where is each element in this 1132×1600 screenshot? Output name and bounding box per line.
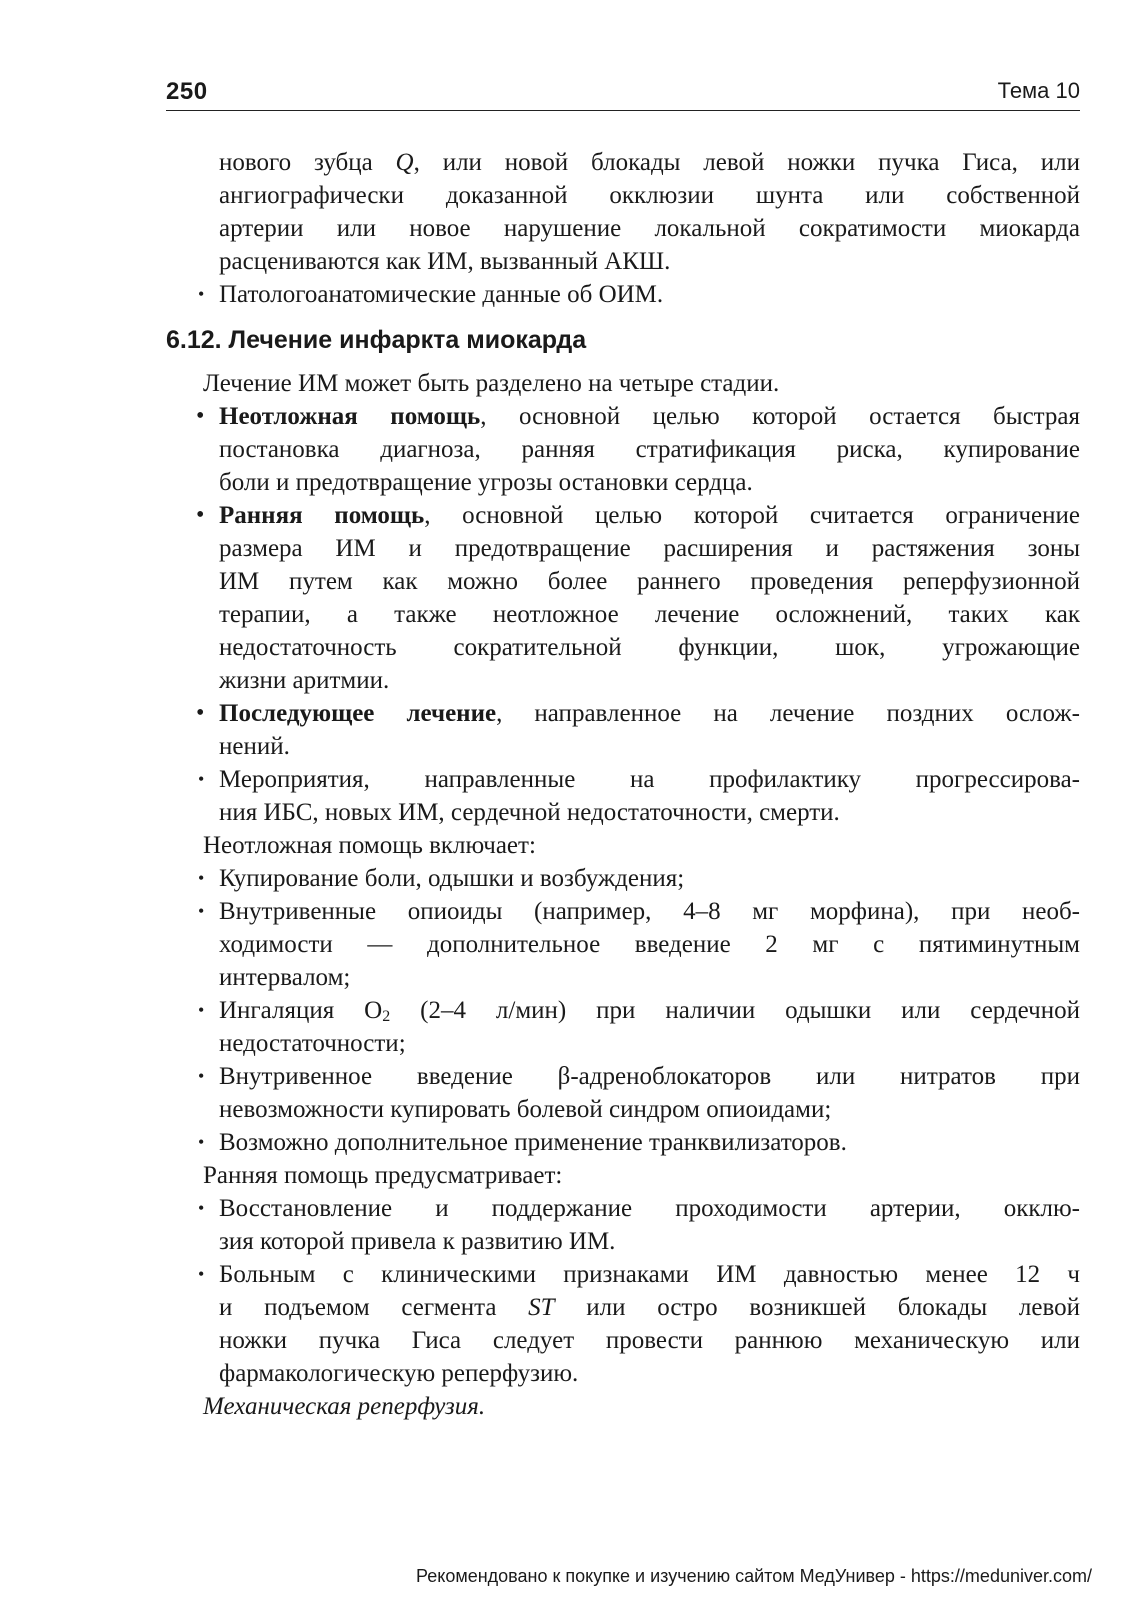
- bold-term: Ранняя помощь: [219, 502, 425, 529]
- bullet-icon: •: [198, 1132, 205, 1152]
- italic-symbol: Q: [395, 149, 414, 176]
- text-line: интервалом;: [219, 964, 351, 991]
- list-item: • Внутривенные опиоиды (например, 4–8 мг морфина), при необ-: [166, 895, 1080, 928]
- paragraph: Лечение ИМ может быть разделено на четыре стадии.: [203, 370, 780, 397]
- text-line: нений.: [219, 733, 290, 760]
- text-line: расцениваются как ИМ, вызванный АКШ.: [219, 248, 671, 275]
- bullet-icon: •: [198, 769, 205, 789]
- paragraph: Ранняя помощь предусматривает:: [203, 1162, 563, 1189]
- list-item: • Восстановление и поддержание проходимости артерии, окклю-: [166, 1192, 1080, 1225]
- bullet-icon: •: [196, 502, 205, 528]
- text-line: артерии или новое нарушение локальной сократимости миокарда: [219, 215, 1080, 242]
- text-line: терапии, а также неотложное лечение осложнений, таких как: [219, 601, 1080, 628]
- bold-term: Последующее лечение: [219, 700, 497, 727]
- text-line: фармакологическую реперфузию.: [219, 1360, 579, 1387]
- text-line: и подъемом сегмента ST или остро возникшей блокады левой: [219, 1294, 1080, 1321]
- text-line: размера ИМ и предотвращение расширения и растяжения зоны: [219, 535, 1080, 562]
- text-line: зия которой привела к развитию ИМ.: [219, 1228, 616, 1255]
- bullet-icon: •: [196, 403, 205, 429]
- list-item: • Возможно дополнительное применение транквилизаторов.: [166, 1126, 1080, 1159]
- list-item: • Патологоанатомические данные об ОИМ.: [166, 278, 1080, 311]
- text-line: ангиографически доказанной окклюзии шунта или собственной: [219, 182, 1080, 209]
- page-body: [166, 146, 1080, 1423]
- bullet-icon: •: [198, 868, 205, 888]
- list-item: • Ингаляция $O_2$ (2–4 л/мин) при наличии одышки или сердечной: [166, 994, 1080, 1027]
- bullet-icon: •: [196, 700, 205, 726]
- bullet-icon: •: [198, 284, 205, 304]
- italic-symbol: ST: [528, 1294, 555, 1321]
- text-line: нового зубца Q, или новой блокады левой ножки пучка Гиса, или: [219, 149, 1080, 176]
- bullet-icon: •: [198, 1066, 205, 1086]
- list-item: • Ранняя помощь, основной целью которой считается ограничение: [166, 499, 1080, 532]
- list-item: • Мероприятия, направленные на профилактику прогрессирова-: [166, 763, 1080, 796]
- list-item: • Последующее лечение, направленное на лечение поздних ослож-: [166, 697, 1080, 730]
- list-item: • Внутривенное введение β-адреноблокаторов или нитратов при: [166, 1060, 1080, 1093]
- bold-term: Неотложная помощь: [219, 403, 481, 430]
- section-heading: 6.12. Лечение инфаркта миокарда: [166, 326, 587, 354]
- text-line: недостаточность сократительной функции, шок, угрожающие: [219, 634, 1080, 661]
- subheading: Механическая реперфузия.: [203, 1393, 486, 1420]
- bullet-icon: •: [198, 1264, 205, 1284]
- text-line: постановка диагноза, ранняя стратификация риска, купирование: [219, 436, 1080, 463]
- running-title: Тема 10: [997, 78, 1080, 103]
- page-number: 250: [166, 78, 208, 105]
- text-line: ИМ путем как можно более раннего проведения реперфузионной: [219, 568, 1080, 595]
- list-item: • Больным с клиническими признаками ИМ давностью менее 12 ч: [166, 1258, 1080, 1291]
- footer-note: Рекомендовано к покупке и изучению сайтом МедУнивер - https://meduniver.com/: [416, 1566, 1092, 1586]
- bullet-icon: •: [198, 901, 205, 921]
- text-line: ходимости — дополнительное введение 2 мг с пятиминутным: [219, 931, 1080, 958]
- text-line: ножки пучка Гиса следует провести раннюю механическую или: [219, 1327, 1080, 1354]
- list-item: • Купирование боли, одышки и возбуждения;: [166, 862, 1080, 895]
- text-line: боли и предотвращение угрозы остановки сердца.: [219, 469, 753, 496]
- subscript: 2: [382, 1008, 391, 1025]
- paragraph: Неотложная помощь включает:: [203, 832, 536, 859]
- text-line: жизни аритмии.: [219, 667, 390, 694]
- page-header: [166, 78, 1080, 112]
- header-rule: [166, 110, 1080, 111]
- text-line: ния ИБС, новых ИМ, сердечной недостаточности, смерти.: [219, 799, 840, 826]
- bullet-icon: •: [198, 1000, 205, 1020]
- list-item: • Неотложная помощь, основной целью которой остается быстрая: [166, 400, 1080, 433]
- text-line: невозможности купировать болевой синдром опиоидами;: [219, 1096, 832, 1123]
- text-line: недостаточности;: [219, 1030, 406, 1057]
- bullet-icon: •: [198, 1198, 205, 1218]
